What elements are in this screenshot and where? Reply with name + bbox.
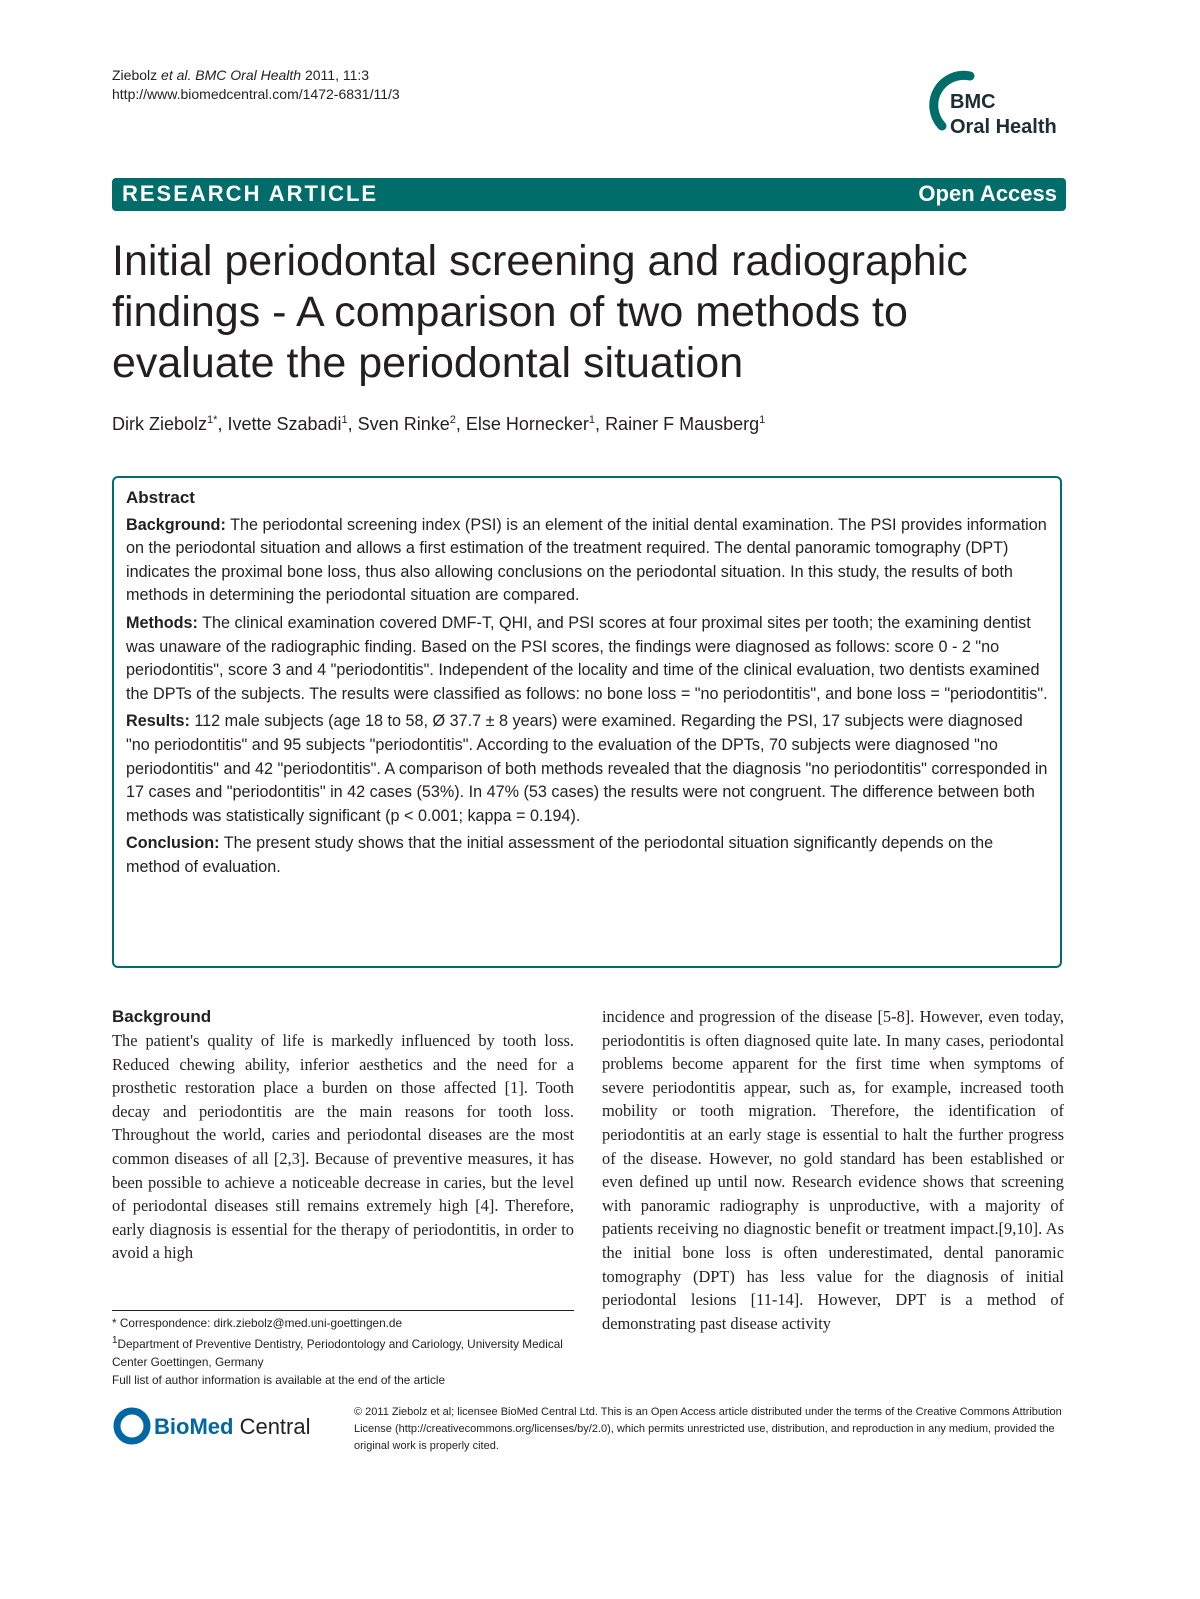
affiliation-note: $^1$Department of Preventive Dentistry, Periodontology and Cariology, University Medical Center Goettingen, Germany xyxy=(112,1335,563,1369)
citation-rest: 2011, 11:3 xyxy=(304,67,370,83)
abstract-box xyxy=(112,476,1062,968)
license-text: © 2011 Ziebolz et al; licensee BioMed Central Ltd. This is an Open Access article distributed under the terms of the Creative Commons Attribution License (http://creativecommons.org/licenses/by/2.0), which permits unrestricted use, distribution, and reproduction in any medium, provided the original work is properly cited. xyxy=(354,1406,1062,1452)
author[interactable]: Ivette Szabadi$^1$ xyxy=(227,414,348,434)
author-info-note: Full list of author information is available at the end of the article xyxy=(112,1372,446,1387)
citation-journal: BMC Oral Health xyxy=(195,67,302,83)
journal-logo-line1: BMC xyxy=(950,91,996,113)
journal-logo xyxy=(928,70,1078,150)
body-column-left xyxy=(112,1005,574,1265)
publisher-logo-text: BioMed Central xyxy=(154,1414,311,1439)
citation-authors: Ziebolz xyxy=(112,67,158,83)
abstract-conclusion: Conclusion: The present study shows that the initial assessment of the periodontal situation significantly depends on the method of evaluation. xyxy=(126,834,994,876)
article-title: Initial periodontal screening and radiographic findings - A comparison of two methods to evaluate the periodontal situation xyxy=(112,237,968,387)
article-type: RESEARCH ARTICLE xyxy=(122,181,379,206)
abstract-background: Background: The periodontal screening index (PSI) is an element of the initial dental examination. The PSI provides information on the periodontal situation and allows a first estimation of the treatment required. The dental panoramic tomography (DPT) indicates the proximal bone loss, thus also allowing conclusions on the periodontal situation. In this study, the results of both methods in determining the periodontal situation are compared. xyxy=(126,515,1047,605)
open-access-label: Open Access xyxy=(918,181,1057,206)
abstract-methods: Methods: The clinical examination covered DMF-T, QHI, and PSI scores at four proximal sites per tooth; the examining dentist was unaware of the radiographic finding. Based on the PSI scores, the findings were diagnosed as follows: score 0 - 2 "no periodontitis", score 3 and 4 "periodontitis". Independent of the locality and time of the clinical evaluation, two dentists examined the DPTs of the subjects. The results were classified as follows: no bone loss = "no periodontitis", and bone loss = "periodontitis". xyxy=(126,613,1048,703)
journal-logo-line2: Oral Health xyxy=(950,116,1057,138)
footnotes xyxy=(112,1314,582,1389)
abstract-results: Results: 112 male subjects (age 18 to 58, Ø 37.7 ± 8 years) were examined. Regarding the PSI, 17 subjects were diagnosed "no periodontitis" and 95 subjects "periodontitis". According to the evaluation of the DPTs, 70 subjects were diagnosed "no periodontitis" and 42 "periodontitis". A comparison of both methods revealed that the diagnosis "no periodontitis" corresponded in 17 cases and "periodontitis" in 42 cases (53%). In 47% (53 cases) the results were not congruent. The difference between both methods was statistically significant (p < 0.001; kappa = 0.194). xyxy=(126,712,1048,825)
citation-etal: et al. xyxy=(161,67,192,83)
body-paragraph: The patient's quality of life is markedly influenced by tooth loss. Reduced chewing ability, inferior aesthetics and the need for a prosthetic restoration place a burden on those affected [1]. Tooth decay and periodontitis are the main reasons for tooth loss. Throughout the world, caries and periodontal diseases are the most common diseases of all [2,3]. Because of preventive measures, it has been possible to achieve a noticeable decrease in caries, but the level of periodontal diseases still remains extremely high [4]. Therefore, early diagnosis is essential for the therapy of periodontitis, in order to avoid a high xyxy=(112,1031,574,1263)
body-paragraph: incidence and progression of the disease [5-8]. However, even today, periodontitis is often diagnosed quite late. In many cases, periodontal problems become apparent for the first time when symptoms of severe periodontitis appear, such as, for example, increased tooth mobility or tooth migration. Therefore, the identification of periodontitis at an early stage is essential to halt the further progress of the disease. However, no gold standard has been established or even defined up until now. Research evidence shows that screening with panoramic radiography is unproductive, with a majority of patients receiving no diagnostic benefit or treatment impact.[9,10]. As the initial bone loss is often underestimated, dental panoramic tomography (DPT) has less value for the diagnosis of initial periodontal lesions [11-14]. However, DPT is a method of demonstrating past disease activity xyxy=(602,1007,1064,1333)
author[interactable]: Dirk Ziebolz$^{1*}$ xyxy=(112,414,218,434)
article-url[interactable]: http://www.biomedcentral.com/1472-6831/11/3 xyxy=(112,86,400,102)
abstract-heading: Abstract xyxy=(126,488,195,507)
author-list: Dirk Ziebolz$^{1*}$, Ivette Szabadi$^1$, Sven Rinke$^2$, Else Hornecker$^1$, Rainer F Mausberg$^1$ xyxy=(112,414,766,434)
section-heading-background: Background xyxy=(112,1007,212,1026)
article-type-banner xyxy=(112,178,1066,211)
footnote-divider xyxy=(112,1310,574,1311)
publisher-logo-ring-icon xyxy=(112,1406,152,1446)
correspondence-note[interactable]: * Correspondence: dirk.ziebolz@med.uni-goettingen.de xyxy=(112,1316,403,1330)
body-column-right xyxy=(602,1005,1064,1335)
abstract-content xyxy=(126,486,1048,884)
running-citation xyxy=(112,66,400,104)
author[interactable]: Else Hornecker$^1$ xyxy=(465,414,596,434)
author[interactable]: Rainer F Mausberg$^1$ xyxy=(605,414,766,434)
journal-logo-text xyxy=(950,90,1057,140)
publisher-logo xyxy=(112,1406,342,1446)
author[interactable]: Sven Rinke$^2$ xyxy=(357,414,456,434)
